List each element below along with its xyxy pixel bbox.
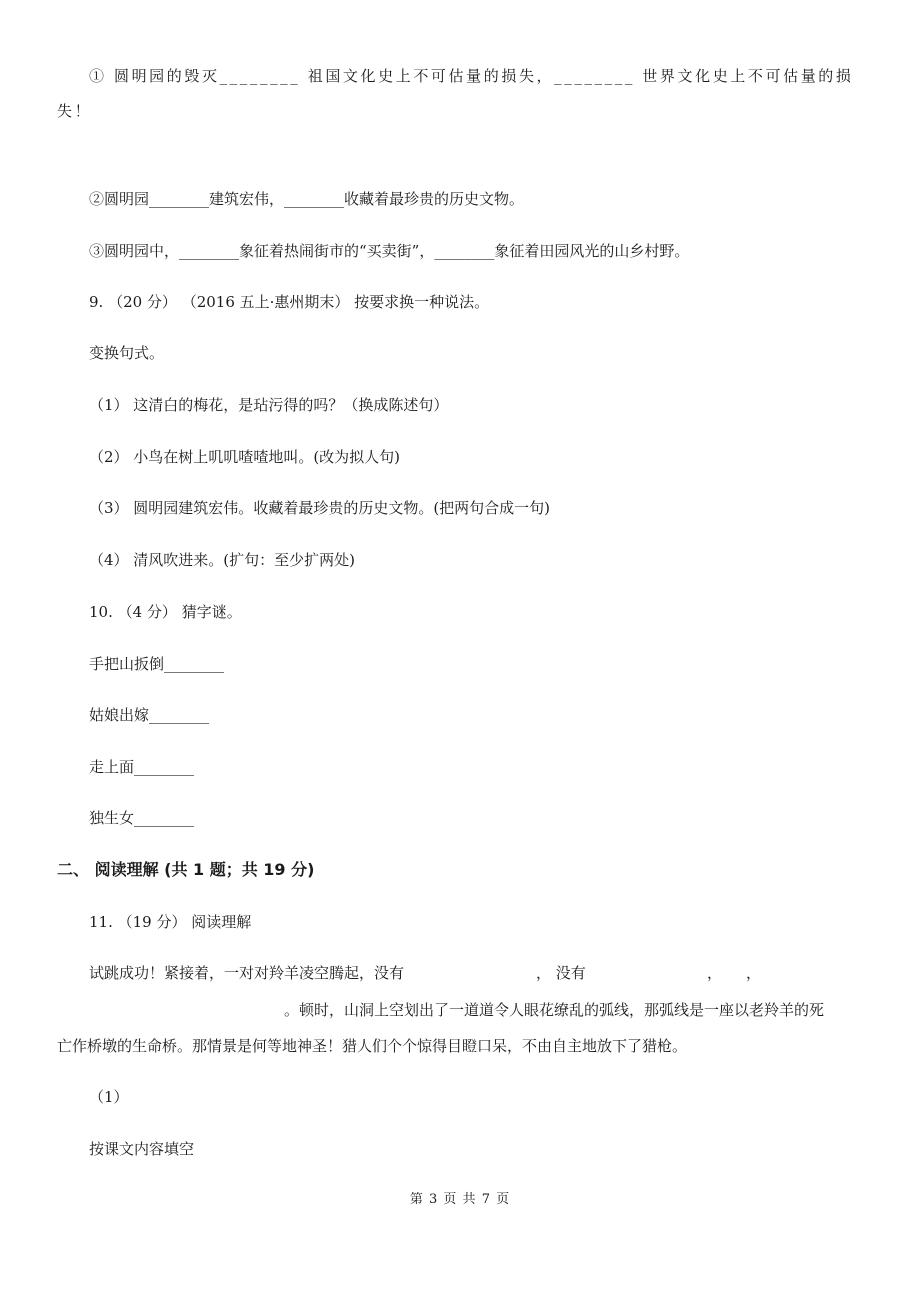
q8-item1-line1: ① 圆明园的毁灭________ 祖国文化史上不可估量的损失，________ 世界文化史上不可估量的损: [89, 67, 854, 85]
q10-item-4: 独生女________: [89, 809, 195, 827]
q9-header: 9. （20 分） （2016 五上·惠州期末） 按要求换一种说法。: [89, 293, 490, 311]
q11-passage-line1-d: ，: [746, 964, 762, 982]
q11-passage-line1-c: ，: [707, 964, 723, 982]
q8-item3: ③圆明园中，________象征着热闹街市的“买卖街”，________象征着田园风光的山乡村野。: [89, 242, 690, 260]
q11-passage-line1-b: ， 没有: [536, 964, 586, 982]
q9-instruction: 变换句式。: [89, 344, 165, 362]
q8-item2: ②圆明园________建筑宏伟，________收藏着最珍贵的历史文物。: [89, 190, 525, 208]
page-footer: 第 3 页 共 7 页: [409, 1192, 511, 1207]
section-2-title: 二、 阅读理解 (共 1 题；共 19 分): [57, 860, 315, 879]
q10-header: 10. （4 分） 猜字谜。: [89, 603, 242, 621]
q9-item-4: （4） 清风吹进来。(扩句：至少扩两处): [89, 551, 356, 569]
q11-header: 11. （19 分） 阅读理解: [89, 913, 252, 931]
q11-passage-line3: 亡作桥墩的生命桥。那情景是何等地神圣！猎人们个个惊得目瞪口呆，不由自主地放下了猎枪。: [57, 1037, 688, 1055]
q9-item-2: （2） 小鸟在树上叽叽喳喳地叫。(改为拟人句): [89, 448, 401, 466]
q10-item-3: 走上面________: [89, 758, 195, 776]
q11-sub1-label: （1）: [89, 1088, 129, 1106]
q11-passage-line1-a: 试跳成功！紧接着，一对对羚羊凌空腾起，没有: [89, 964, 405, 982]
q10-item-1: 手把山扳倒________: [89, 655, 225, 673]
q11-passage-line2: 。顿时，山洞上空划出了一道道令人眼花缭乱的弧线，那弧线是一座以老羚羊的死: [284, 1001, 825, 1019]
q9-item-1: （1） 这清白的梅花，是玷污得的吗？（换成陈述句）: [89, 396, 449, 414]
q10-item-2: 姑娘出嫁________: [89, 706, 210, 724]
q9-item-3: （3） 圆明园建筑宏伟。收藏着最珍贵的历史文物。(把两句合成一句): [89, 499, 551, 517]
q8-item1-line2: 失！: [57, 102, 93, 120]
q11-sub1-instruction: 按课文内容填空: [89, 1140, 195, 1158]
